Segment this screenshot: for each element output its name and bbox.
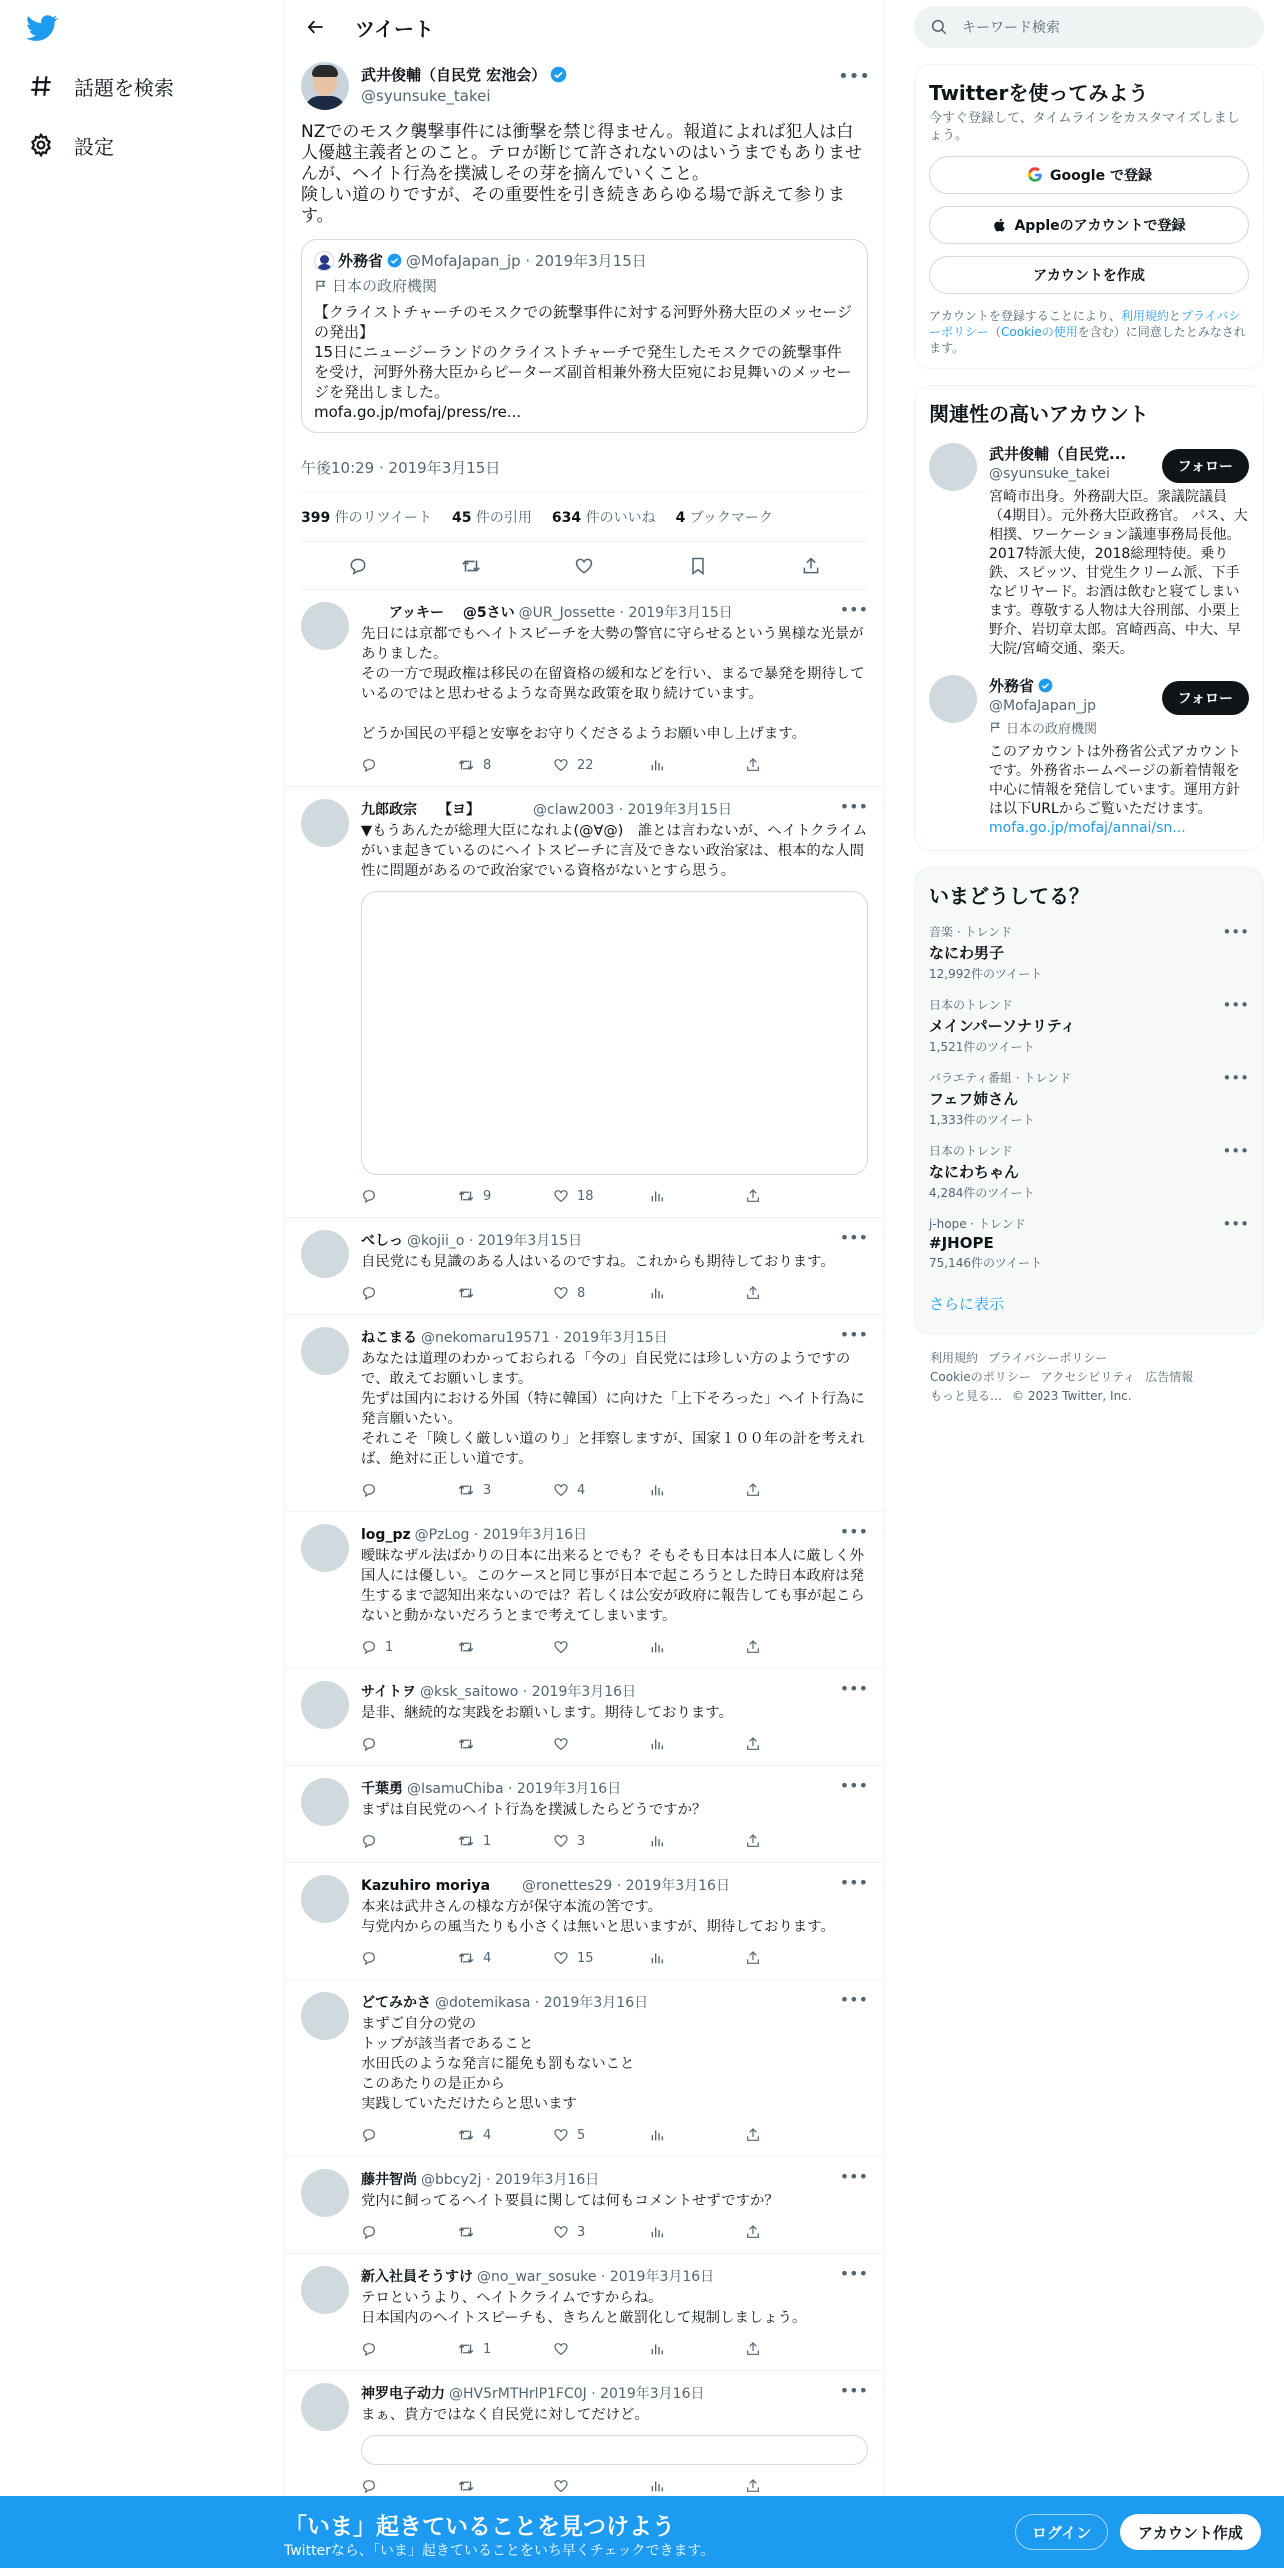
tweet-stats [301, 493, 868, 542]
right-sidebar [914, 0, 1264, 1406]
signup-card [914, 64, 1264, 369]
reply-author-name[interactable]: log_pz [361, 1527, 411, 1543]
retweet-icon[interactable]: 8 [457, 756, 553, 774]
account-name[interactable]: 武井俊輔（自民党... [989, 445, 1127, 463]
reply-icon[interactable] [361, 757, 457, 773]
avatar[interactable] [301, 1992, 349, 2040]
nav-settings-label: 設定 [74, 134, 114, 159]
reply-icon[interactable] [361, 1736, 457, 1752]
footer-copyright: © 2023 Twitter, Inc. [1012, 1389, 1132, 1403]
reply-author-name[interactable]: 九郎政宗 【ヨ】 [361, 802, 473, 818]
more-options-icon[interactable]: ••• [839, 2167, 868, 2186]
account-badge: 日本の政府機関 [1006, 722, 1098, 737]
account-bio: 宮崎市出身。外務副大臣。衆議院議員（4期目）。元外務大臣政務官。 バス、大相撲、ワーケーション議連事務局長他。2017特派大使，2018総理特使。乗り鉄、スピッツ、甘党生クリーム派、下手なピリヤード。お酒は飲むと寝てしまいます。尊敬する人物は大谷刑部、小栗上野介、岩切章太郎。宮崎西高、中大、早大院/宮崎交通、楽天。 [989, 489, 1248, 657]
reply-text: 本来は武井さんの様な方が保守本流の筈です。 与党内からの風当たりも小さくは無いと思いますが、期待しております。 [361, 1899, 835, 1935]
avatar[interactable] [301, 2169, 349, 2217]
footer-accessibility-link[interactable]: アクセシビリティ [1040, 1370, 1136, 1384]
reply-author-handle[interactable]: @ksk_saitowo · 2019年3月16日 [420, 1684, 637, 1700]
more-options-icon[interactable]: ••• [1222, 923, 1249, 941]
avatar[interactable] [929, 675, 977, 723]
share-icon[interactable] [745, 1833, 841, 1849]
avatar[interactable] [301, 2383, 349, 2431]
like-icon[interactable] [553, 1639, 649, 1655]
reply-text: テロというより、ヘイトクライムですからね。 日本国内のヘイトスピーチも、きちんと厳罰化して規制しましょう。 [361, 2290, 807, 2326]
retweet-icon[interactable]: 1 [457, 2340, 553, 2358]
flag-icon [314, 279, 328, 293]
reply-media[interactable] [361, 891, 868, 1175]
retweet-icon[interactable] [454, 549, 488, 583]
related-account[interactable] [929, 675, 1249, 838]
reply-author-name[interactable]: サイトヲ [361, 1684, 417, 1700]
reply-text: ▼もうあんたが総理大臣になれよ(@∀@) 誰とは言わないが、ヘイトクライムがいま起きているのにヘイトスピーチに言及できない政治家は、根本的な人間性に問題があるので政治家でいる資格がないとすら思う。 [361, 823, 868, 879]
trend-name: フェフ姉さん [929, 1090, 1019, 1108]
reply-icon[interactable] [361, 1833, 457, 1849]
create-account-button[interactable] [929, 256, 1249, 294]
reply-text: 先日には京都でもヘイトスピーチを大勢の警官に守らせるという異様な光景がありました。 その一方で現政権は移民の在留資格の緩和などを行い、まるで暴発を期待しているのではと思わせるような奇異な政策を取り続けています。 どうか国民の平穏と安寧をお守りくださるようお願い申し上げます。 [361, 626, 865, 742]
reply-tweet[interactable] [285, 2157, 884, 2254]
reply-author-handle[interactable]: @PzLog · 2019年3月16日 [414, 1527, 588, 1543]
apple-signup-button[interactable] [929, 206, 1249, 244]
back-arrow-icon[interactable] [299, 10, 333, 44]
focal-tweet [285, 54, 884, 590]
search-placeholder: キーワード検索 [962, 20, 1060, 36]
trend-count: 1,521件のツイート [929, 1040, 1035, 1054]
bottom-bar-title: 「いま」起きていることを見つけよう [284, 2514, 675, 2540]
views-icon[interactable] [649, 2224, 745, 2240]
signup-legal-text: アカウントを登録することにより、利用規約とプライバシーポリシー（Cookieの使用を含む）に同意したとみなされます。 [929, 309, 1246, 355]
reply-text: まずは自民党のヘイト行為を撲滅したらどうですか？ [361, 1802, 707, 1818]
retweet-icon[interactable]: 4 [457, 1949, 553, 1967]
trend-item[interactable] [929, 1142, 1249, 1201]
follow-button[interactable]: フォロー [1162, 681, 1249, 715]
views-icon[interactable] [649, 1188, 745, 1204]
reply-tweet[interactable] [285, 590, 884, 787]
show-more-link[interactable]: さらに表示 [929, 1295, 1005, 1313]
share-icon[interactable] [745, 2478, 841, 2494]
avatar[interactable] [301, 1327, 349, 1375]
reply-tweet[interactable] [285, 1669, 884, 1766]
page-title: ツイート [355, 16, 434, 41]
reply-text: 曖昧なザル法ばかりの日本に出来るとでも？そもそも日本は日本人に厳しく外国人には優しい。このケースと同じ事が日本で起ころうとした時日本政府は発生するまで認知出来ないのでは？若しくは公安が政府に報告しても事が起こらないと動かないだろうとまで考えてしまいます。 [361, 1548, 865, 1624]
header [285, 0, 884, 54]
more-options-icon[interactable]: ••• [838, 65, 870, 87]
login-button[interactable]: ログイン [1015, 2514, 1108, 2550]
reply-author-name[interactable]: ねこまる [361, 1330, 417, 1346]
reply-icon[interactable] [361, 2478, 457, 2494]
twitter-logo-icon[interactable] [26, 12, 62, 48]
footer-terms-link[interactable]: 利用規約 [930, 1351, 979, 1365]
account-name[interactable]: 外務省 [989, 677, 1035, 695]
like-icon[interactable]: 4 [553, 1482, 649, 1498]
trend-count: 75,146件のツイート [929, 1256, 1043, 1270]
retweet-icon[interactable] [457, 1638, 553, 1656]
retweet-icon[interactable]: 4 [457, 2126, 553, 2144]
reply-author-handle[interactable]: @HV5rMTHrlP1FC0J · 2019年3月16日 [449, 2386, 705, 2402]
account-bio: このアカウントは外務省公式アカウントです。外務省ホームページの新着情報を中心に情報を発信しています。運用方針は以下URLからご覧いただけます。mofa.go.jp/mofaj/annai/sn... [989, 744, 1241, 836]
reply-text: あなたは道理のわかっておられる「今の」自民党には珍しい方のようですので、敢えてお願いします。 先ずは国内における外国（特に韓国）に向けた「上下そろった」ヘイト行為に発言願いたい。 それこそ「険しく厳しい道のり」と拝察しますが、国家１００年の計を考えれば、絶対に正しい道です。 [361, 1351, 865, 1467]
reply-icon[interactable] [341, 549, 375, 583]
views-icon[interactable] [649, 1736, 745, 1752]
more-options-icon[interactable]: ••• [839, 1679, 868, 1698]
google-signup-label: Google で登録 [1050, 168, 1152, 184]
reply-tweet[interactable] [285, 1315, 884, 1512]
quote-government-label: 日本の政府機関 [332, 277, 438, 295]
trend-name: なにわ男子 [929, 944, 1005, 962]
signup-button[interactable]: アカウント作成 [1120, 2514, 1261, 2550]
footer-more-link[interactable]: もっと見る… [930, 1389, 1003, 1403]
views-icon[interactable] [649, 2478, 745, 2494]
verified-badge-icon [387, 253, 402, 268]
account-bio-link[interactable]: mofa.go.jp/mofaj/annai/sn... [989, 820, 1186, 836]
hashtag-icon [26, 71, 56, 101]
reply-tweet[interactable] [285, 1766, 884, 1863]
reply-author-handle[interactable]: @IsamuChiba · 2019年3月16日 [407, 1781, 622, 1797]
trend-name: #JHOPE [929, 1234, 994, 1252]
reply-author-name[interactable]: 藤井智尚 [361, 2172, 417, 2188]
more-options-icon[interactable]: ••• [839, 1228, 868, 1247]
quote-stat[interactable]: 45 件の引用 [451, 510, 532, 526]
trend-count: 12,992件のツイート [929, 967, 1043, 981]
avatar[interactable] [929, 443, 977, 491]
main-column [284, 0, 885, 2568]
trend-count: 4,284件のツイート [929, 1186, 1035, 1200]
reply-author-handle[interactable]: @nekomaru19571 · 2019年3月15日 [421, 1330, 668, 1346]
trend-item[interactable] [929, 1069, 1249, 1128]
nav-explore[interactable] [26, 66, 174, 106]
reply-author-handle[interactable]: @bbcy2j · 2019年3月16日 [421, 2172, 600, 2188]
trend-item[interactable] [929, 923, 1249, 982]
bookmark-icon[interactable] [681, 549, 715, 583]
avatar[interactable] [301, 1681, 349, 1729]
trend-name: なにわちゃん [929, 1163, 1020, 1181]
reply-author-name[interactable]: 神罗电子动力 [361, 2386, 445, 2402]
like-icon[interactable]: 3 [553, 2224, 649, 2240]
avatar[interactable] [301, 1778, 349, 1826]
cookie-link[interactable]: Cookieの使用 [1001, 325, 1078, 339]
trend-category: 音楽 · トレンド [929, 925, 1013, 939]
like-icon[interactable] [553, 1736, 649, 1752]
related-account[interactable] [929, 443, 1249, 659]
bookmark-stat[interactable]: 4 ブックマーク [675, 510, 773, 526]
quote-author-handle: @MofaJapan_jp · 2019年3月15日 [406, 252, 647, 270]
reply-author-name[interactable]: アッキー @5さい [361, 605, 515, 621]
footer-privacy-link[interactable]: プライバシーポリシー [988, 1351, 1108, 1365]
reply-icon[interactable]: 1 [361, 1639, 457, 1655]
share-icon[interactable] [745, 1639, 841, 1655]
more-options-icon[interactable]: ••• [839, 1522, 868, 1541]
bottom-signup-bar [0, 2496, 1284, 2568]
views-icon[interactable] [649, 1285, 745, 1301]
views-icon[interactable] [649, 1950, 745, 1966]
follow-button[interactable]: フォロー [1162, 449, 1249, 483]
gear-icon [26, 130, 56, 160]
related-accounts-card [914, 385, 1264, 851]
author-name[interactable]: 武井俊輔（自民党 宏池会） [361, 66, 547, 84]
reply-author-handle[interactable]: @UR_Jossette · 2019年3月15日 [518, 605, 733, 621]
more-options-icon[interactable]: ••• [1222, 996, 1249, 1014]
avatar[interactable] [301, 2266, 349, 2314]
footer [914, 1349, 1264, 1406]
trend-category: 日本のトレンド [929, 1144, 1013, 1158]
trend-item[interactable] [929, 1215, 1249, 1271]
retweet-icon[interactable]: 1 [457, 1832, 553, 1850]
author-handle[interactable]: @syunsuke_takei [361, 87, 491, 105]
bottom-bar-subtitle: Twitterなら、「いま」起きていることをいち早くチェックできます。 [284, 2543, 715, 2559]
share-icon[interactable] [745, 2127, 841, 2143]
like-stat[interactable]: 634 件のいいね [551, 510, 656, 526]
reply-author-handle[interactable]: @no_war_sosuke · 2019年3月16日 [477, 2269, 715, 2285]
reply-tweet[interactable] [285, 1218, 884, 1315]
reply-author-name[interactable]: 新入社員そうすけ [361, 2269, 473, 2285]
more-options-icon[interactable]: ••• [839, 600, 868, 619]
more-options-icon[interactable]: ••• [839, 2381, 868, 2400]
retweet-icon[interactable] [457, 2477, 553, 2495]
like-icon[interactable]: 5 [553, 2127, 649, 2143]
reply-author-name[interactable]: Kazuhiro moriya [361, 1878, 491, 1894]
verified-badge-icon [1038, 678, 1053, 693]
like-icon[interactable]: 3 [553, 1833, 649, 1849]
reply-media[interactable] [361, 2435, 868, 2465]
quoted-tweet[interactable] [301, 239, 868, 433]
share-icon[interactable] [745, 1285, 841, 1301]
trend-category: 日本のトレンド [929, 998, 1013, 1012]
like-icon[interactable] [553, 2341, 649, 2357]
quote-avatar [314, 251, 334, 271]
tweet-text: NZでのモスク襲撃事件には衝撃を禁じ得ません。報道によれば犯人は白人優越主義者とのこと。テロが断じて許されないのはいうまでもありませんが、ヘイト行為を撲滅しその芽を摘んでいくこと。 険しい道のりですが、その重要性を引き続きあらゆる場で訴えて参ります。 [301, 122, 862, 226]
reply-tweet[interactable] [285, 2254, 884, 2371]
reply-author-name[interactable]: 千葉勇 [361, 1781, 403, 1797]
signup-title: Twitterを使ってみよう [929, 81, 1149, 105]
more-options-icon[interactable]: ••• [839, 1990, 868, 2009]
share-icon[interactable] [745, 1950, 841, 1966]
reply-tweet[interactable] [285, 1980, 884, 2157]
like-icon[interactable]: 18 [553, 1188, 649, 1204]
share-icon[interactable] [745, 1736, 841, 1752]
reply-icon[interactable] [361, 2224, 457, 2240]
more-options-icon[interactable]: ••• [839, 1776, 868, 1795]
nav-settings[interactable] [26, 125, 114, 165]
retweet-icon[interactable] [457, 1735, 553, 1753]
verified-badge-icon [550, 66, 567, 83]
more-options-icon[interactable]: ••• [839, 2264, 868, 2283]
views-icon[interactable] [649, 1482, 745, 1498]
reply-icon[interactable] [361, 1482, 457, 1498]
search-icon [930, 18, 948, 36]
views-icon[interactable] [649, 1639, 745, 1655]
views-icon[interactable] [649, 2127, 745, 2143]
like-icon[interactable]: 8 [553, 1285, 649, 1301]
avatar[interactable] [301, 799, 349, 847]
views-icon[interactable] [649, 2341, 745, 2357]
views-icon[interactable] [649, 757, 745, 773]
trend-category: j-hope · トレンド [929, 1217, 1026, 1231]
like-icon[interactable]: 15 [553, 1950, 649, 1966]
reply-author-handle[interactable]: @kojii_o · 2019年3月15日 [407, 1233, 583, 1249]
more-options-icon[interactable]: ••• [1222, 1142, 1249, 1160]
reply-text: 自民党にも見識のある人はいるのですね。これからも期待しております。 [361, 1254, 835, 1270]
more-options-icon[interactable]: ••• [839, 797, 868, 816]
reply-text: 党内に飼ってるヘイト要員に関しては何もコメントせずですか？ [361, 2193, 779, 2209]
trend-name: メインパーソナリティ [929, 1017, 1076, 1035]
reply-text: まずご自分の党の トップが該当者であること 水田氏のような発言に罷免も罰もないこと このあたりの是正から 実践していただけたらと思います [361, 2016, 635, 2112]
terms-link[interactable]: 利用規約 [1120, 309, 1169, 323]
tweet-actions [301, 542, 868, 590]
reply-icon[interactable] [361, 1285, 457, 1301]
reply-icon[interactable] [361, 2127, 457, 2143]
flag-icon [989, 721, 1002, 734]
create-account-label: アカウントを作成 [1033, 268, 1145, 284]
reply-author-handle[interactable]: @ronettes29 · 2019年3月16日 [494, 1878, 730, 1894]
more-options-icon[interactable]: ••• [1222, 1215, 1249, 1233]
reply-tweet[interactable] [285, 787, 884, 1218]
reply-author-handle[interactable]: @dotemikasa · 2019年3月16日 [435, 1995, 649, 2011]
reply-tweet[interactable] [285, 2371, 884, 2508]
retweet-icon[interactable]: 3 [457, 1481, 553, 1499]
avatar[interactable] [301, 62, 349, 110]
related-title: 関連性の高いアカウント [929, 402, 1149, 426]
account-handle[interactable]: @MofaJapan_jp [989, 698, 1096, 714]
account-handle[interactable]: @syunsuke_takei [989, 466, 1110, 482]
footer-ads-link[interactable]: 広告情報 [1145, 1370, 1194, 1384]
like-icon[interactable] [553, 2478, 649, 2494]
reply-author-name[interactable]: どてみかさ [361, 1995, 431, 2011]
avatar[interactable] [301, 1875, 349, 1923]
reply-tweet[interactable] [285, 1512, 884, 1669]
reply-icon[interactable] [361, 1950, 457, 1966]
reply-icon[interactable] [361, 1188, 457, 1204]
share-icon[interactable] [745, 1482, 841, 1498]
quote-text: 【クライストチャーチのモスクでの銃撃事件に対する河野外務大臣のメッセージの発出】 15日にニュージーランドのクライストチャーチで発生したモスクでの銃撃事件を受け，河野外務大臣からピーターズ副首相兼外務大臣宛にお見舞いのメッセージを発出しました。 mofa.go.jp/mofaj/press/re... [314, 303, 853, 421]
more-options-icon[interactable]: ••• [839, 1873, 868, 1892]
reply-icon[interactable] [361, 2341, 457, 2357]
retweet-icon[interactable] [457, 1284, 553, 1302]
share-icon[interactable] [745, 2341, 841, 2357]
reply-text: 是非、継続的な実践をお願いします。期待しております。 [361, 1705, 733, 1721]
footer-cookie-link[interactable]: Cookieのポリシー [930, 1370, 1031, 1384]
retweet-icon[interactable] [457, 2223, 553, 2241]
left-navigation [0, 0, 284, 2568]
quote-author-name: 外務省 [338, 252, 384, 270]
share-icon[interactable] [745, 1188, 841, 1204]
reply-tweet[interactable] [285, 1863, 884, 1980]
apple-icon [992, 217, 1008, 233]
retweet-icon[interactable]: 9 [457, 1187, 553, 1205]
reply-author-handle[interactable]: @claw2003 · 2019年3月15日 [477, 802, 732, 818]
more-options-icon[interactable]: ••• [839, 1325, 868, 1344]
reply-text: まぁ、貴方ではなく自民党に対してだけど。 [361, 2407, 649, 2423]
views-icon[interactable] [649, 1833, 745, 1849]
tweet-timestamp[interactable]: 午後10:29 · 2019年3月15日 [301, 443, 868, 493]
avatar[interactable] [301, 1230, 349, 1278]
reply-list [285, 590, 884, 2508]
apple-signup-label: Appleのアカウントで登録 [1014, 218, 1186, 234]
trends-title: いまどうしてる？ [929, 884, 1089, 908]
search-input[interactable] [914, 6, 1264, 48]
share-icon[interactable] [745, 757, 841, 773]
trend-item[interactable] [929, 996, 1249, 1055]
google-signup-button[interactable] [929, 156, 1249, 194]
reply-author-name[interactable]: べしっ [361, 1233, 403, 1249]
retweet-stat[interactable]: 399 件のリツイート [301, 510, 432, 526]
share-icon[interactable] [794, 549, 828, 583]
trends-card [914, 867, 1264, 1335]
privacy-link[interactable]: プライバシーポリシー [929, 309, 1241, 339]
google-icon [1026, 166, 1044, 184]
trend-category: バラエティ番組 · トレンド [929, 1071, 1072, 1085]
trend-count: 1,333件のツイート [929, 1113, 1035, 1127]
like-icon[interactable] [567, 549, 601, 583]
more-options-icon[interactable]: ••• [1222, 1069, 1249, 1087]
share-icon[interactable] [745, 2224, 841, 2240]
signup-subtitle: 今すぐ登録して、タイムラインをカスタマイズしましょう。 [929, 111, 1240, 143]
avatar[interactable] [301, 602, 349, 650]
avatar[interactable] [301, 1524, 349, 1572]
like-icon[interactable]: 22 [553, 757, 649, 773]
nav-explore-label: 話題を検索 [74, 75, 174, 100]
